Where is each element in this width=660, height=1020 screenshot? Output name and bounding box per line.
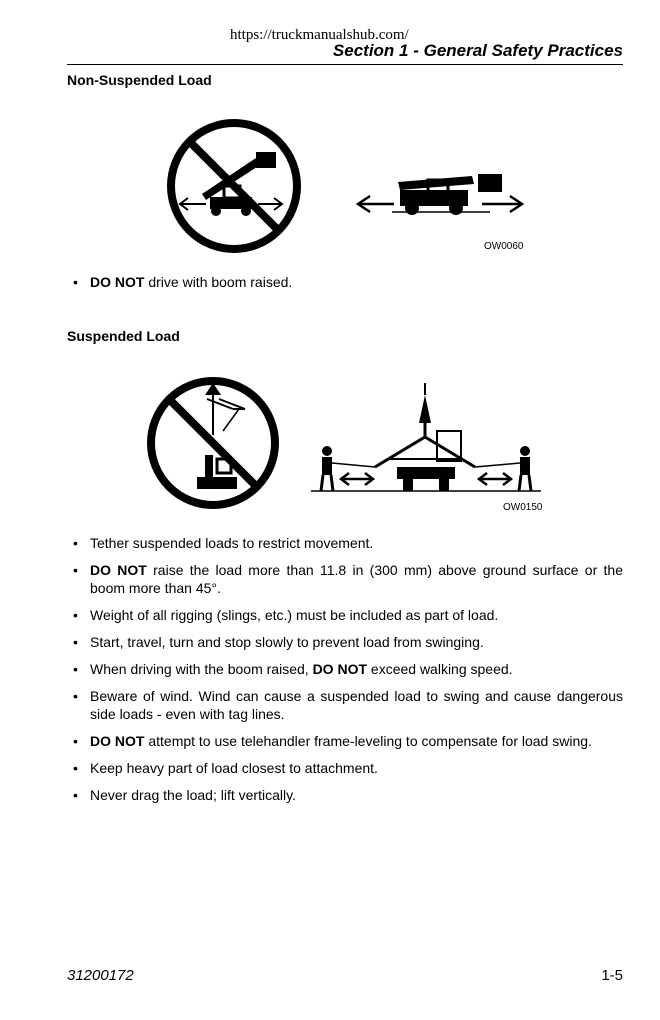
list-item: • Never drag the load; lift vertically. xyxy=(73,787,296,803)
suspended-bullet-list xyxy=(67,534,623,813)
heading-non-suspended-load: Non-Suspended Load xyxy=(67,72,212,88)
header-rule xyxy=(67,64,623,65)
list-item: • Weight of all rigging (slings, etc.) must be included as part of load. xyxy=(73,607,499,623)
non-suspended-load-figure xyxy=(160,112,540,257)
suspended-load-figure xyxy=(145,375,545,515)
list-item: • Beware of wind. Wind can cause a suspended load to swing and cause dangerous side loads - even with tag lines. xyxy=(73,688,623,722)
figure-code-ow0060: OW0060 xyxy=(484,241,524,252)
list-item: • DO NOT drive with boom raised. xyxy=(73,274,293,290)
list-item: • Start, travel, turn and stop slowly to prevent load from swinging. xyxy=(73,634,484,650)
list-item: • DO NOT raise the load more than 11.8 in (300 mm) above ground surface or the boom more than 45°. xyxy=(73,562,623,596)
allowed-boom-lowered-icon xyxy=(358,174,522,215)
list-item: • DO NOT attempt to use telehandler frame-leveling to compensate for load swing. xyxy=(73,733,592,749)
figure-code-ow0150: OW0150 xyxy=(503,502,543,513)
prohibited-swinging-load-icon xyxy=(151,381,275,505)
list-item: • Keep heavy part of load closest to attachment. xyxy=(73,760,378,776)
section-title: Section 1 - General Safety Practices xyxy=(332,41,623,60)
page-number: 1-5 xyxy=(601,967,623,984)
prohibited-raised-boom-icon xyxy=(171,123,297,249)
allowed-tethered-load-icon xyxy=(311,383,541,491)
document-number: 31200172 xyxy=(67,967,134,984)
heading-suspended-load: Suspended Load xyxy=(67,328,180,344)
non-suspended-bullet-list xyxy=(67,273,623,300)
list-item: • Tether suspended loads to restrict movement. xyxy=(73,535,374,551)
list-item: • When driving with the boom raised, DO NOT exceed walking speed. xyxy=(73,661,513,677)
source-url: https://truckmanualshub.com/ xyxy=(230,27,409,43)
